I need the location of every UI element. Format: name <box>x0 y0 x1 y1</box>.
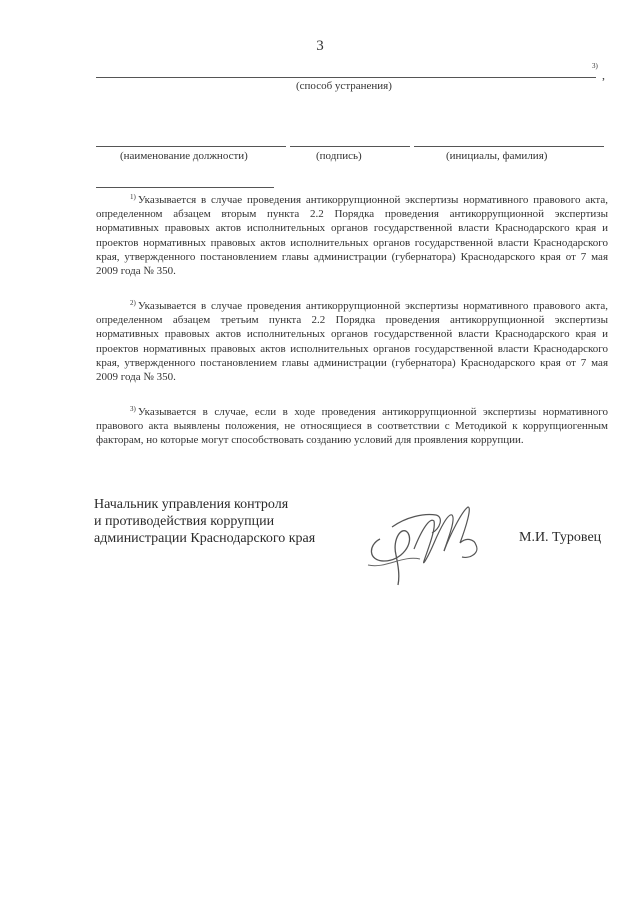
footnote-1-text: Указывается в случае проведения антикоррупционной экспертизы нормативного правового акта, определенном абзацем вторым пункта 2.2 Порядка проведения антикоррупционной экспертизы нормативных правовых актов исполнительных органов государственной власти Краснодарского края и проектов нормативных правовых актов исполнительных органов государственной власти Краснодарского края, утвержденного постановлением главы администрации (губернатора) Краснодарского края от 7 мая 2009 года № 350. <box>96 194 608 278</box>
footnote-1-mark: 1) <box>130 193 136 201</box>
footnote-separator <box>96 187 274 188</box>
initials-line <box>414 146 604 147</box>
remedy-line <box>96 77 596 78</box>
handwritten-signature <box>362 499 490 589</box>
remedy-footnote-mark: 3) <box>592 62 598 70</box>
remedy-caption: (способ устранения) <box>296 80 392 92</box>
footnote-2-text: Указывается в случае проведения антикоррупционной экспертизы нормативного правового акта, определенном абзацем третьим пункта 2.2 Порядка проведения антикоррупционной экспертизы нормативных правовых актов исполнительных органов государственной власти Краснодарского края и проектов нормативных правовых актов исполнительных органов государственной власти Краснодарского края, утвержденного постановлением главы администрации (губернатора) Краснодарского края от 7 мая 2009 года № 350. <box>96 300 608 384</box>
signatory-position-line-3: администрации Краснодарского края <box>94 531 316 546</box>
footnote-1 <box>96 190 608 278</box>
footnote-3 <box>96 402 608 448</box>
page-number: 3 <box>316 38 324 54</box>
footnote-3-text: Указывается в случае, если в ходе проведения антикоррупционной экспертизы нормативного правового акта выявлены положения, не относящиеся в соответствии с Методикой к коррупциогенным факторам, но которые могут способствовать созданию условий для проявления коррупции. <box>96 406 608 447</box>
signature-caption: (подпись) <box>316 150 362 162</box>
signatory-position <box>94 496 315 547</box>
signatory-position-line-1: Начальник управления контроля <box>94 497 289 512</box>
signature-line <box>290 146 410 147</box>
remedy-trailing-comma: , <box>602 68 605 82</box>
position-caption: (наименование должности) <box>120 150 248 162</box>
footnote-2 <box>96 296 608 384</box>
footnote-3-mark: 3) <box>130 405 136 413</box>
footnote-2-mark: 2) <box>130 299 136 307</box>
signatory-name: М.И. Туровец <box>519 530 602 545</box>
initials-caption: (инициалы, фамилия) <box>446 150 548 162</box>
signatory-position-line-2: и противодействия коррупции <box>94 514 275 529</box>
position-line <box>96 146 286 147</box>
